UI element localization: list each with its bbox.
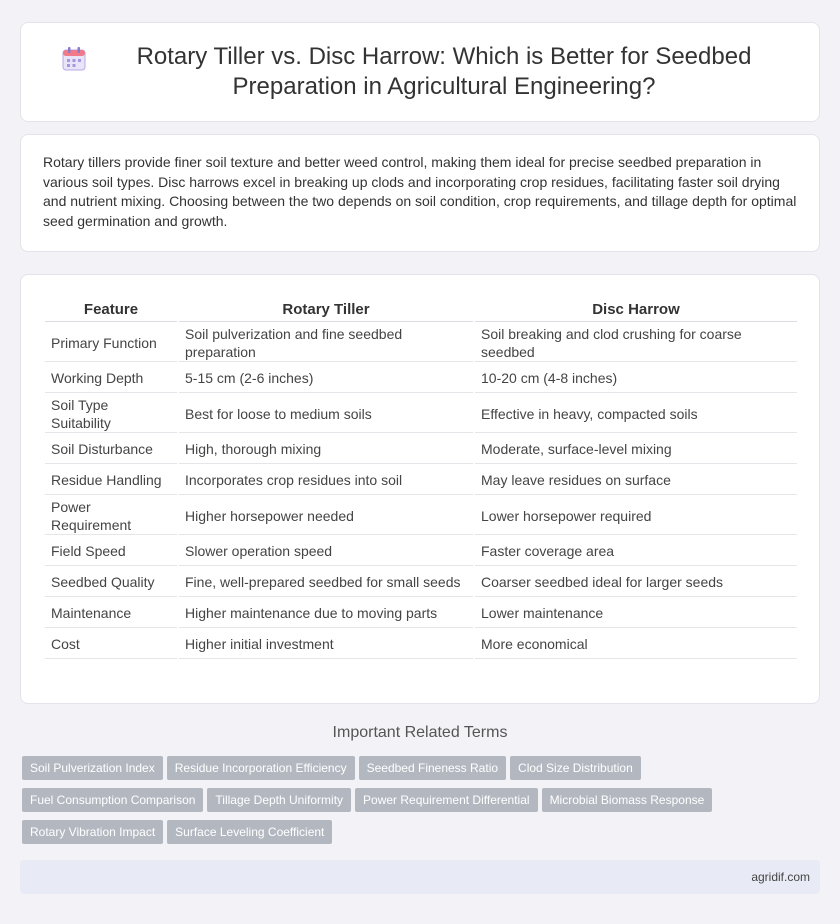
intro-text: Rotary tillers provide finer soil texture and better weed control, making them ideal for precise seedbed preparation in various soil types. Disc harrows excel in breaking up clods and incorporating crop residues, facilitating faster soil drying and nutrient mixing. Choosing between the two depends on soil condition, crop requirements, and tillage depth for optimal seed germination and growth.: [43, 154, 797, 229]
feature-cell: Cost: [45, 630, 177, 659]
calendar-icon: [61, 46, 87, 72]
feature-cell: Field Speed: [45, 537, 177, 566]
title-wrap: [61, 42, 779, 102]
related-term-tag[interactable]: Fuel Consumption Comparison: [22, 788, 203, 812]
intro-card: [20, 134, 820, 252]
header-feature: Feature: [45, 297, 177, 322]
disc-cell: Lower horsepower required: [475, 497, 797, 535]
table-row: [45, 324, 797, 362]
related-terms-title: Important Related Terms: [332, 724, 508, 741]
rotary-cell: Best for loose to medium soils: [179, 395, 473, 433]
feature-cell: Seedbed Quality: [45, 568, 177, 597]
related-term-tag[interactable]: Tillage Depth Uniformity: [207, 788, 351, 812]
table-row: [45, 599, 797, 628]
disc-cell: Faster coverage area: [475, 537, 797, 566]
table-row: [45, 630, 797, 659]
feature-cell: Primary Function: [45, 324, 177, 362]
page-title: Rotary Tiller vs. Disc Harrow: Which is Better for Seedbed Preparation in Agricultural Engineering?: [136, 43, 752, 100]
rotary-cell: Slower operation speed: [179, 537, 473, 566]
feature-cell: Soil Type Suitability: [45, 395, 177, 433]
related-terms-list: [22, 756, 818, 852]
disc-cell: Moderate, surface-level mixing: [475, 435, 797, 464]
related-term-tag[interactable]: Seedbed Fineness Ratio: [359, 756, 506, 780]
feature-cell: Power Requirement: [45, 497, 177, 535]
feature-cell: Residue Handling: [45, 466, 177, 495]
table-row: [45, 364, 797, 393]
feature-cell: Maintenance: [45, 599, 177, 628]
related-term-tag[interactable]: Soil Pulverization Index: [22, 756, 163, 780]
comparison-card: [20, 274, 820, 704]
rotary-cell: Higher maintenance due to moving parts: [179, 599, 473, 628]
comparison-table: [43, 295, 799, 661]
rotary-cell: Higher initial investment: [179, 630, 473, 659]
table-row: [45, 395, 797, 433]
related-term-tag[interactable]: Rotary Vibration Impact: [22, 820, 163, 844]
related-term-tag[interactable]: Residue Incorporation Efficiency: [167, 756, 355, 780]
rotary-cell: Soil pulverization and fine seedbed preparation: [179, 324, 473, 362]
title-card: [20, 22, 820, 122]
related-term-tag[interactable]: Surface Leveling Coefficient: [167, 820, 332, 844]
table-row: [45, 466, 797, 495]
disc-cell: More economical: [475, 630, 797, 659]
rotary-cell: Incorporates crop residues into soil: [179, 466, 473, 495]
header-rotary-tiller: Rotary Tiller: [179, 297, 473, 322]
table-row: [45, 537, 797, 566]
disc-cell: 10-20 cm (4-8 inches): [475, 364, 797, 393]
disc-cell: Effective in heavy, compacted soils: [475, 395, 797, 433]
rotary-cell: Fine, well-prepared seedbed for small seeds: [179, 568, 473, 597]
footer-site-link[interactable]: agridif.com: [751, 870, 810, 884]
disc-cell: May leave residues on surface: [475, 466, 797, 495]
table-row: [45, 435, 797, 464]
feature-cell: Soil Disturbance: [45, 435, 177, 464]
disc-cell: Soil breaking and clod crushing for coarse seedbed: [475, 324, 797, 362]
table-header-row: [45, 297, 797, 322]
feature-cell: Working Depth: [45, 364, 177, 393]
related-term-tag[interactable]: Power Requirement Differential: [355, 788, 538, 812]
footer: [20, 860, 820, 894]
table-row: [45, 568, 797, 597]
related-term-tag[interactable]: Microbial Biomass Response: [542, 788, 713, 812]
rotary-cell: 5-15 cm (2-6 inches): [179, 364, 473, 393]
rotary-cell: Higher horsepower needed: [179, 497, 473, 535]
header-disc-harrow: Disc Harrow: [475, 297, 797, 322]
disc-cell: Lower maintenance: [475, 599, 797, 628]
table-row: [45, 497, 797, 535]
related-term-tag[interactable]: Clod Size Distribution: [510, 756, 641, 780]
rotary-cell: High, thorough mixing: [179, 435, 473, 464]
disc-cell: Coarser seedbed ideal for larger seeds: [475, 568, 797, 597]
